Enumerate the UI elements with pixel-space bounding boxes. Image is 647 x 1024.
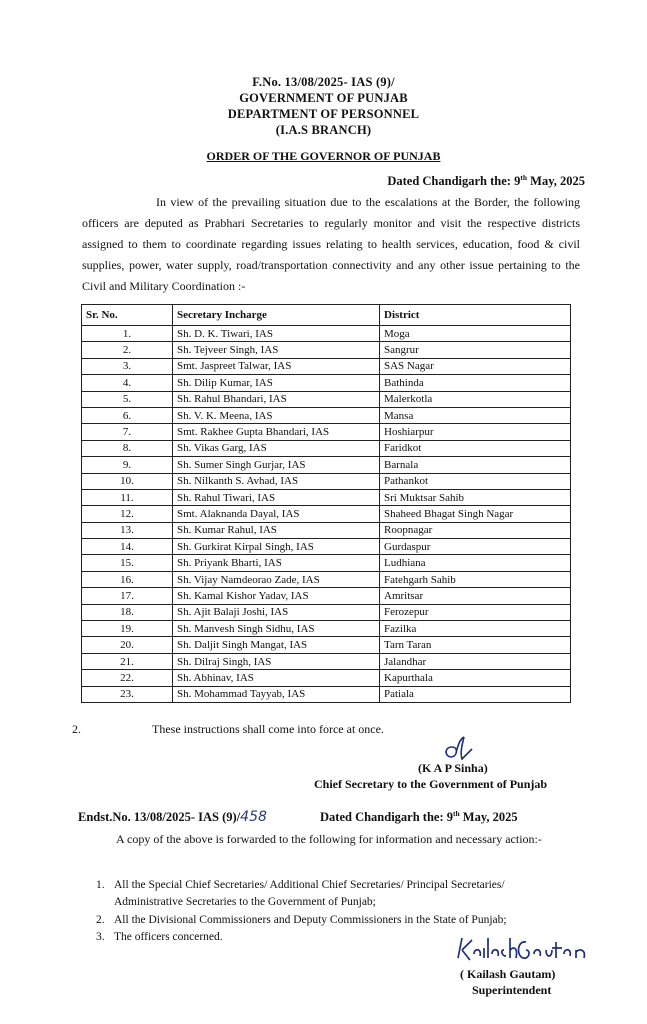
secretary-cell: Sh. Ajit Balaji Joshi, IAS — [173, 604, 380, 620]
sr-no-cell: 20. — [82, 637, 173, 653]
sr-no-cell: 14. — [82, 539, 173, 555]
secretary-cell: Sh. Vikas Garg, IAS — [173, 440, 380, 456]
district-cell: Gurdaspur — [380, 539, 571, 555]
secretary-cell: Smt. Alaknanda Dayal, IAS — [173, 506, 380, 522]
table-row — [82, 571, 571, 587]
district-cell: Ferozepur — [380, 604, 571, 620]
list-item: 3. The officers concerned. — [96, 931, 223, 943]
table-row — [82, 686, 571, 702]
intro-paragraph: In view of the prevailing situation due to the escalations at the Border, the following officers are deputed as Prabhari Secretaries to regularly monitor and visit the respective districts assigned to them to coordinate regarding issues relating to health services, education, food & civil supplies, power, water supply, road/transportation connectivity and any other issue pertaining to the Civil and Military Coordination :- — [82, 195, 580, 293]
district-cell: Kapurthala — [380, 670, 571, 686]
endorsement-date: Dated Chandigarh the: 9th May, 2025 — [320, 809, 518, 825]
secretary-cell: Sh. Mohammad Tayyab, IAS — [173, 686, 380, 702]
list-item: Administrative Secretaries to the Government of Punjab; — [114, 896, 376, 908]
sr-no-cell: 23. — [82, 686, 173, 702]
sr-no-cell: 18. — [82, 604, 173, 620]
secretary-cell: Sh. Tejveer Singh, IAS — [173, 342, 380, 358]
table-row — [82, 670, 571, 686]
sr-no-cell: 15. — [82, 555, 173, 571]
table-row — [82, 653, 571, 669]
district-cell: Malerkotla — [380, 391, 571, 407]
chief-secretary-title: Chief Secretary to the Government of Punjab — [314, 777, 548, 791]
district-cell: Jalandhar — [380, 653, 571, 669]
table-row — [82, 489, 571, 505]
district-cell: Faridkot — [380, 440, 571, 456]
district-cell: Shaheed Bhagat Singh Nagar — [380, 506, 571, 522]
sr-no-cell: 16. — [82, 571, 173, 587]
secretary-cell: Sh. Kamal Kishor Yadav, IAS — [173, 588, 380, 604]
district-cell: Roopnagar — [380, 522, 571, 538]
secretary-cell: Sh. Priyank Bharti, IAS — [173, 555, 380, 571]
secretary-cell: Sh. Manvesh Singh Sidhu, IAS — [173, 621, 380, 637]
sr-no-cell: 4. — [82, 375, 173, 391]
table-row — [82, 358, 571, 374]
list-item: 2. All the Divisional Commissioners and Deputy Commissioners in the State of Punjab; — [96, 914, 507, 926]
table-row — [82, 407, 571, 423]
branch-title: (I.A.S BRANCH) — [275, 123, 372, 137]
table-row — [82, 506, 571, 522]
district-cell: Barnala — [380, 457, 571, 473]
district-cell: Bathinda — [380, 375, 571, 391]
sr-no-cell: 5. — [82, 391, 173, 407]
secretary-cell: Sh. Nilkanth S. Avhad, IAS — [173, 473, 380, 489]
secretary-cell: Sh. D. K. Tiwari, IAS — [173, 326, 380, 342]
sr-no-cell: 17. — [82, 588, 173, 604]
secretary-cell: Sh. V. K. Meena, IAS — [173, 407, 380, 423]
secretary-cell: Sh. Kumar Rahul, IAS — [173, 522, 380, 538]
para2-number: 2. — [72, 722, 81, 736]
table-row — [82, 424, 571, 440]
district-cell: Moga — [380, 326, 571, 342]
header-district: District — [380, 305, 571, 326]
secretary-cell: Sh. Abhinav, IAS — [173, 670, 380, 686]
handwritten-number: 458 — [240, 809, 267, 825]
sr-no-cell: 12. — [82, 506, 173, 522]
officers-table — [81, 304, 571, 703]
header-secretary: Secretary Incharge — [173, 305, 380, 326]
secretary-cell: Smt. Jaspreet Talwar, IAS — [173, 358, 380, 374]
superintendent-title: Superintendent — [472, 983, 552, 997]
table-row — [82, 440, 571, 456]
table-row — [82, 457, 571, 473]
district-cell: Ludhiana — [380, 555, 571, 571]
sr-no-cell: 10. — [82, 473, 173, 489]
secretary-cell: Sh. Sumer Singh Gurjar, IAS — [173, 457, 380, 473]
file-number: F.No. 13/08/2025- IAS (9)/ — [252, 75, 395, 89]
district-cell: Hoshiarpur — [380, 424, 571, 440]
district-cell: SAS Nagar — [380, 358, 571, 374]
header-sr-no: Sr. No. — [82, 305, 173, 326]
district-cell: Sangrur — [380, 342, 571, 358]
secretary-cell: Smt. Rakhee Gupta Bhandari, IAS — [173, 424, 380, 440]
secretary-cell: Sh. Dilraj Singh, IAS — [173, 653, 380, 669]
secretary-cell: Sh. Gurkirat Kirpal Singh, IAS — [173, 539, 380, 555]
para2-text: These instructions shall come into force at once. — [152, 722, 384, 736]
secretary-cell: Sh. Rahul Tiwari, IAS — [173, 489, 380, 505]
sr-no-cell: 19. — [82, 621, 173, 637]
endorsement-number: Endst.No. 13/08/2025- IAS (9)/458 — [78, 809, 267, 825]
table-row — [82, 522, 571, 538]
order-title: ORDER OF THE GOVERNOR OF PUNJAB — [206, 149, 441, 163]
table-row — [82, 604, 571, 620]
chief-secretary-name: (K A P Sinha) — [418, 761, 488, 775]
district-cell: Sri Muktsar Sahib — [380, 489, 571, 505]
list-item: 1. All the Special Chief Secretaries/ Additional Chief Secretaries/ Principal Secretaries/ — [96, 879, 505, 891]
sr-no-cell: 9. — [82, 457, 173, 473]
table-row — [82, 588, 571, 604]
table-row — [82, 621, 571, 637]
secretary-cell: Sh. Rahul Bhandari, IAS — [173, 391, 380, 407]
sr-no-cell: 13. — [82, 522, 173, 538]
sr-no-cell: 22. — [82, 670, 173, 686]
secretary-cell: Sh. Vijay Namdeorao Zade, IAS — [173, 571, 380, 587]
secretary-cell: Sh. Daljit Singh Mangat, IAS — [173, 637, 380, 653]
sr-no-cell: 8. — [82, 440, 173, 456]
department-title: DEPARTMENT OF PERSONNEL — [227, 107, 420, 121]
district-cell: Amritsar — [380, 588, 571, 604]
district-cell: Patiala — [380, 686, 571, 702]
sr-no-cell: 1. — [82, 326, 173, 342]
table-row — [82, 342, 571, 358]
sr-no-cell: 11. — [82, 489, 173, 505]
copy-paragraph: A copy of the above is forwarded to the following for information and necessary action:- — [116, 832, 542, 846]
sr-no-cell: 7. — [82, 424, 173, 440]
district-cell: Fatehgarh Sahib — [380, 571, 571, 587]
table-row — [82, 391, 571, 407]
table-row — [82, 539, 571, 555]
district-cell: Tarn Taran — [380, 637, 571, 653]
sr-no-cell: 3. — [82, 358, 173, 374]
table-row — [82, 637, 571, 653]
sr-no-cell: 6. — [82, 407, 173, 423]
superintendent-signature — [452, 932, 588, 968]
secretary-cell: Sh. Dilip Kumar, IAS — [173, 375, 380, 391]
table-header-row — [82, 305, 571, 326]
table-row — [82, 473, 571, 489]
chief-secretary-signature — [438, 735, 474, 763]
district-cell: Mansa — [380, 407, 571, 423]
sr-no-cell: 21. — [82, 653, 173, 669]
table-row — [82, 326, 571, 342]
table-row — [82, 555, 571, 571]
table-row — [82, 375, 571, 391]
district-cell: Pathankot — [380, 473, 571, 489]
order-date: Dated Chandigarh the: 9th May, 2025 — [387, 173, 585, 189]
district-cell: Fazilka — [380, 621, 571, 637]
sr-no-cell: 2. — [82, 342, 173, 358]
government-title: GOVERNMENT OF PUNJAB — [239, 91, 408, 105]
superintendent-name: ( Kailash Gautam) — [460, 967, 556, 981]
